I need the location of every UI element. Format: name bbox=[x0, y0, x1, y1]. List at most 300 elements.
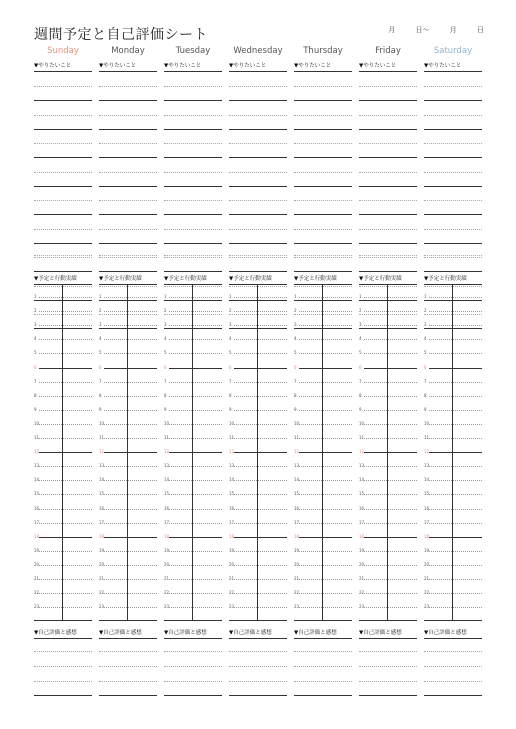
todo-dotted-line[interactable] bbox=[164, 314, 222, 315]
hour-slot-line[interactable] bbox=[234, 396, 287, 397]
hour-slot-line[interactable] bbox=[299, 537, 352, 538]
hour-slot-line[interactable] bbox=[169, 607, 222, 608]
hour-slot-line[interactable] bbox=[104, 368, 157, 369]
todo-line[interactable] bbox=[294, 214, 352, 215]
todo-dotted-line[interactable] bbox=[34, 200, 92, 201]
todo-line[interactable] bbox=[229, 214, 287, 215]
todo-dotted-line[interactable] bbox=[294, 172, 352, 173]
hour-slot-line[interactable] bbox=[39, 466, 92, 467]
todo-dotted-line[interactable] bbox=[99, 255, 157, 256]
hour-slot-line[interactable] bbox=[299, 509, 352, 510]
todo-line[interactable] bbox=[34, 271, 92, 272]
review-dotted-line[interactable] bbox=[34, 651, 92, 652]
todo-dotted-line[interactable] bbox=[294, 314, 352, 315]
hour-slot-line[interactable] bbox=[299, 466, 352, 467]
hour-slot-line[interactable] bbox=[39, 382, 92, 383]
todo-dotted-line[interactable] bbox=[34, 115, 92, 116]
todo-dotted-line[interactable] bbox=[359, 255, 417, 256]
hour-slot-line[interactable] bbox=[104, 494, 157, 495]
todo-line[interactable] bbox=[229, 157, 287, 158]
todo-dotted-line[interactable] bbox=[424, 229, 482, 230]
todo-dotted-line[interactable] bbox=[294, 200, 352, 201]
todo-dotted-line[interactable] bbox=[359, 172, 417, 173]
todo-line[interactable] bbox=[34, 186, 92, 187]
review-dotted-line[interactable] bbox=[164, 666, 222, 667]
todo-line[interactable] bbox=[359, 100, 417, 101]
hour-slot-line[interactable] bbox=[234, 579, 287, 580]
hour-slot-line[interactable] bbox=[104, 509, 157, 510]
todo-dotted-line[interactable] bbox=[229, 200, 287, 201]
todo-dotted-line[interactable] bbox=[229, 255, 287, 256]
review-line[interactable] bbox=[424, 695, 482, 696]
hour-slot-line[interactable] bbox=[429, 537, 482, 538]
todo-line[interactable] bbox=[99, 129, 157, 130]
hour-slot-line[interactable] bbox=[169, 297, 222, 298]
review-dotted-line[interactable] bbox=[359, 681, 417, 682]
hour-slot-line[interactable] bbox=[299, 410, 352, 411]
review-dotted-line[interactable] bbox=[424, 681, 482, 682]
review-dotted-line[interactable] bbox=[294, 651, 352, 652]
hour-slot-line[interactable] bbox=[39, 551, 92, 552]
hour-slot-line[interactable] bbox=[39, 509, 92, 510]
hour-slot-line[interactable] bbox=[169, 325, 222, 326]
hour-slot-line[interactable] bbox=[234, 297, 287, 298]
todo-dotted-line[interactable] bbox=[424, 257, 482, 258]
hour-slot-line[interactable] bbox=[39, 311, 92, 312]
hour-slot-line[interactable] bbox=[39, 607, 92, 608]
hour-slot-line[interactable] bbox=[429, 551, 482, 552]
review-dotted-line[interactable] bbox=[229, 666, 287, 667]
hour-slot-line[interactable] bbox=[169, 523, 222, 524]
todo-dotted-line[interactable] bbox=[99, 200, 157, 201]
review-dotted-line[interactable] bbox=[359, 651, 417, 652]
todo-dotted-line[interactable] bbox=[424, 172, 482, 173]
todo-dotted-line[interactable] bbox=[99, 143, 157, 144]
todo-dotted-line[interactable] bbox=[99, 172, 157, 173]
todo-dotted-line[interactable] bbox=[229, 86, 287, 87]
todo-line[interactable] bbox=[294, 328, 352, 329]
hour-slot-line[interactable] bbox=[299, 438, 352, 439]
hour-slot-line[interactable] bbox=[364, 565, 417, 566]
hour-slot-line[interactable] bbox=[429, 410, 482, 411]
review-dotted-line[interactable] bbox=[164, 651, 222, 652]
todo-line[interactable] bbox=[424, 271, 482, 272]
hour-slot-line[interactable] bbox=[429, 593, 482, 594]
hour-slot-line[interactable] bbox=[104, 466, 157, 467]
todo-dotted-line[interactable] bbox=[99, 257, 157, 258]
hour-slot-line[interactable] bbox=[364, 607, 417, 608]
todo-line[interactable] bbox=[34, 243, 92, 244]
todo-dotted-line[interactable] bbox=[359, 200, 417, 201]
hour-slot-line[interactable] bbox=[104, 396, 157, 397]
todo-line[interactable] bbox=[34, 328, 92, 329]
hour-slot-line[interactable] bbox=[39, 593, 92, 594]
todo-line[interactable] bbox=[229, 300, 287, 301]
todo-dotted-line[interactable] bbox=[424, 314, 482, 315]
review-dotted-line[interactable] bbox=[229, 651, 287, 652]
hour-slot-line[interactable] bbox=[364, 438, 417, 439]
hour-slot-line[interactable] bbox=[39, 579, 92, 580]
hour-slot-line[interactable] bbox=[364, 494, 417, 495]
hour-slot-line[interactable] bbox=[299, 325, 352, 326]
review-dotted-line[interactable] bbox=[99, 681, 157, 682]
todo-line[interactable] bbox=[359, 328, 417, 329]
todo-dotted-line[interactable] bbox=[359, 115, 417, 116]
hour-slot-line[interactable] bbox=[364, 424, 417, 425]
todo-line[interactable] bbox=[294, 243, 352, 244]
hour-slot-line[interactable] bbox=[234, 424, 287, 425]
hour-slot-line[interactable] bbox=[39, 339, 92, 340]
hour-slot-line[interactable] bbox=[364, 339, 417, 340]
hour-slot-line[interactable] bbox=[364, 551, 417, 552]
todo-line[interactable] bbox=[164, 214, 222, 215]
todo-dotted-line[interactable] bbox=[164, 143, 222, 144]
hour-slot-line[interactable] bbox=[364, 480, 417, 481]
hour-slot-line[interactable] bbox=[169, 509, 222, 510]
hour-slot-line[interactable] bbox=[169, 579, 222, 580]
hour-slot-line[interactable] bbox=[364, 523, 417, 524]
hour-slot-line[interactable] bbox=[169, 452, 222, 453]
hour-slot-line[interactable] bbox=[299, 396, 352, 397]
hour-slot-line[interactable] bbox=[234, 325, 287, 326]
hour-slot-line[interactable] bbox=[299, 353, 352, 354]
todo-dotted-line[interactable] bbox=[34, 229, 92, 230]
todo-line[interactable] bbox=[34, 100, 92, 101]
review-line[interactable] bbox=[164, 695, 222, 696]
review-dotted-line[interactable] bbox=[99, 666, 157, 667]
todo-dotted-line[interactable] bbox=[34, 143, 92, 144]
hour-slot-line[interactable] bbox=[169, 551, 222, 552]
hour-slot-line[interactable] bbox=[234, 523, 287, 524]
hour-slot-line[interactable] bbox=[234, 339, 287, 340]
todo-dotted-line[interactable] bbox=[294, 86, 352, 87]
todo-dotted-line[interactable] bbox=[34, 286, 92, 287]
review-line[interactable] bbox=[294, 695, 352, 696]
todo-line[interactable] bbox=[99, 271, 157, 272]
todo-line[interactable] bbox=[34, 214, 92, 215]
hour-slot-line[interactable] bbox=[299, 523, 352, 524]
hour-slot-line[interactable] bbox=[104, 537, 157, 538]
todo-line[interactable] bbox=[164, 157, 222, 158]
todo-line[interactable] bbox=[294, 129, 352, 130]
todo-dotted-line[interactable] bbox=[294, 255, 352, 256]
hour-slot-line[interactable] bbox=[104, 311, 157, 312]
todo-line[interactable] bbox=[359, 157, 417, 158]
hour-slot-line[interactable] bbox=[299, 607, 352, 608]
hour-slot-line[interactable] bbox=[429, 396, 482, 397]
hour-slot-line[interactable] bbox=[429, 353, 482, 354]
hour-slot-line[interactable] bbox=[169, 424, 222, 425]
hour-slot-line[interactable] bbox=[364, 466, 417, 467]
hour-slot-line[interactable] bbox=[39, 325, 92, 326]
todo-line[interactable] bbox=[359, 186, 417, 187]
review-dotted-line[interactable] bbox=[359, 666, 417, 667]
review-dotted-line[interactable] bbox=[424, 651, 482, 652]
todo-line[interactable] bbox=[424, 328, 482, 329]
hour-slot-line[interactable] bbox=[299, 452, 352, 453]
hour-slot-line[interactable] bbox=[169, 368, 222, 369]
hour-slot-line[interactable] bbox=[104, 551, 157, 552]
hour-slot-line[interactable] bbox=[104, 593, 157, 594]
hour-slot-line[interactable] bbox=[169, 396, 222, 397]
hour-slot-line[interactable] bbox=[104, 382, 157, 383]
hour-slot-line[interactable] bbox=[104, 297, 157, 298]
todo-line[interactable] bbox=[294, 157, 352, 158]
hour-slot-line[interactable] bbox=[169, 537, 222, 538]
todo-dotted-line[interactable] bbox=[229, 172, 287, 173]
todo-line[interactable] bbox=[99, 100, 157, 101]
todo-dotted-line[interactable] bbox=[99, 229, 157, 230]
hour-slot-line[interactable] bbox=[169, 593, 222, 594]
review-dotted-line[interactable] bbox=[229, 681, 287, 682]
todo-dotted-line[interactable] bbox=[424, 143, 482, 144]
hour-slot-line[interactable] bbox=[104, 339, 157, 340]
hour-slot-line[interactable] bbox=[364, 297, 417, 298]
todo-line[interactable] bbox=[164, 186, 222, 187]
hour-slot-line[interactable] bbox=[39, 368, 92, 369]
todo-dotted-line[interactable] bbox=[164, 229, 222, 230]
todo-dotted-line[interactable] bbox=[359, 143, 417, 144]
hour-slot-line[interactable] bbox=[429, 325, 482, 326]
hour-slot-line[interactable] bbox=[169, 480, 222, 481]
hour-slot-line[interactable] bbox=[104, 480, 157, 481]
review-line[interactable] bbox=[229, 695, 287, 696]
hour-slot-line[interactable] bbox=[104, 438, 157, 439]
todo-dotted-line[interactable] bbox=[99, 115, 157, 116]
todo-line[interactable] bbox=[229, 100, 287, 101]
todo-line[interactable] bbox=[294, 186, 352, 187]
hour-slot-line[interactable] bbox=[39, 480, 92, 481]
todo-dotted-line[interactable] bbox=[34, 172, 92, 173]
hour-slot-line[interactable] bbox=[104, 325, 157, 326]
hour-slot-line[interactable] bbox=[364, 382, 417, 383]
todo-dotted-line[interactable] bbox=[424, 255, 482, 256]
hour-slot-line[interactable] bbox=[364, 593, 417, 594]
todo-dotted-line[interactable] bbox=[359, 286, 417, 287]
hour-slot-line[interactable] bbox=[299, 311, 352, 312]
hour-slot-line[interactable] bbox=[234, 551, 287, 552]
hour-slot-line[interactable] bbox=[169, 353, 222, 354]
hour-slot-line[interactable] bbox=[169, 565, 222, 566]
hour-slot-line[interactable] bbox=[429, 452, 482, 453]
hour-slot-line[interactable] bbox=[169, 466, 222, 467]
todo-line[interactable] bbox=[99, 186, 157, 187]
todo-dotted-line[interactable] bbox=[164, 257, 222, 258]
hour-slot-line[interactable] bbox=[299, 593, 352, 594]
todo-line[interactable] bbox=[164, 243, 222, 244]
review-line[interactable] bbox=[359, 695, 417, 696]
hour-slot-line[interactable] bbox=[169, 494, 222, 495]
hour-slot-line[interactable] bbox=[234, 353, 287, 354]
hour-slot-line[interactable] bbox=[429, 466, 482, 467]
todo-dotted-line[interactable] bbox=[359, 257, 417, 258]
review-line[interactable] bbox=[99, 695, 157, 696]
todo-line[interactable] bbox=[424, 100, 482, 101]
hour-slot-line[interactable] bbox=[364, 311, 417, 312]
hour-slot-line[interactable] bbox=[429, 607, 482, 608]
todo-dotted-line[interactable] bbox=[229, 286, 287, 287]
hour-slot-line[interactable] bbox=[364, 325, 417, 326]
todo-line[interactable] bbox=[424, 300, 482, 301]
hour-slot-line[interactable] bbox=[234, 509, 287, 510]
hour-slot-line[interactable] bbox=[169, 339, 222, 340]
hour-slot-line[interactable] bbox=[39, 438, 92, 439]
hour-slot-line[interactable] bbox=[429, 509, 482, 510]
hour-slot-line[interactable] bbox=[364, 410, 417, 411]
todo-line[interactable] bbox=[34, 157, 92, 158]
todo-dotted-line[interactable] bbox=[229, 257, 287, 258]
hour-slot-line[interactable] bbox=[234, 410, 287, 411]
review-line[interactable] bbox=[34, 695, 92, 696]
todo-dotted-line[interactable] bbox=[229, 143, 287, 144]
hour-slot-line[interactable] bbox=[299, 494, 352, 495]
todo-line[interactable] bbox=[359, 214, 417, 215]
todo-dotted-line[interactable] bbox=[229, 314, 287, 315]
review-dotted-line[interactable] bbox=[34, 666, 92, 667]
hour-slot-line[interactable] bbox=[429, 579, 482, 580]
todo-line[interactable] bbox=[164, 300, 222, 301]
todo-dotted-line[interactable] bbox=[34, 86, 92, 87]
todo-dotted-line[interactable] bbox=[229, 229, 287, 230]
todo-dotted-line[interactable] bbox=[34, 255, 92, 256]
todo-dotted-line[interactable] bbox=[294, 115, 352, 116]
hour-slot-line[interactable] bbox=[234, 368, 287, 369]
todo-line[interactable] bbox=[164, 271, 222, 272]
hour-slot-line[interactable] bbox=[104, 579, 157, 580]
hour-slot-line[interactable] bbox=[104, 607, 157, 608]
hour-slot-line[interactable] bbox=[234, 565, 287, 566]
todo-dotted-line[interactable] bbox=[164, 86, 222, 87]
hour-slot-line[interactable] bbox=[104, 424, 157, 425]
hour-slot-line[interactable] bbox=[39, 297, 92, 298]
todo-line[interactable] bbox=[294, 100, 352, 101]
hour-slot-line[interactable] bbox=[364, 396, 417, 397]
todo-dotted-line[interactable] bbox=[424, 86, 482, 87]
todo-line[interactable] bbox=[229, 129, 287, 130]
todo-dotted-line[interactable] bbox=[99, 86, 157, 87]
hour-slot-line[interactable] bbox=[364, 537, 417, 538]
todo-dotted-line[interactable] bbox=[294, 286, 352, 287]
todo-line[interactable] bbox=[229, 186, 287, 187]
hour-slot-line[interactable] bbox=[39, 452, 92, 453]
todo-line[interactable] bbox=[99, 243, 157, 244]
todo-dotted-line[interactable] bbox=[424, 200, 482, 201]
hour-slot-line[interactable] bbox=[104, 452, 157, 453]
hour-slot-line[interactable] bbox=[39, 424, 92, 425]
hour-slot-line[interactable] bbox=[299, 480, 352, 481]
hour-slot-line[interactable] bbox=[364, 368, 417, 369]
todo-line[interactable] bbox=[359, 300, 417, 301]
hour-slot-line[interactable] bbox=[39, 494, 92, 495]
todo-dotted-line[interactable] bbox=[229, 115, 287, 116]
todo-line[interactable] bbox=[34, 300, 92, 301]
hour-slot-line[interactable] bbox=[299, 579, 352, 580]
todo-line[interactable] bbox=[229, 243, 287, 244]
hour-slot-line[interactable] bbox=[364, 579, 417, 580]
todo-line[interactable] bbox=[359, 129, 417, 130]
hour-slot-line[interactable] bbox=[429, 424, 482, 425]
hour-slot-line[interactable] bbox=[429, 523, 482, 524]
todo-line[interactable] bbox=[99, 214, 157, 215]
hour-slot-line[interactable] bbox=[39, 537, 92, 538]
hour-slot-line[interactable] bbox=[299, 368, 352, 369]
hour-slot-line[interactable] bbox=[299, 339, 352, 340]
todo-dotted-line[interactable] bbox=[164, 172, 222, 173]
todo-dotted-line[interactable] bbox=[99, 314, 157, 315]
hour-slot-line[interactable] bbox=[104, 410, 157, 411]
hour-slot-line[interactable] bbox=[429, 494, 482, 495]
hour-slot-line[interactable] bbox=[429, 297, 482, 298]
todo-line[interactable] bbox=[424, 243, 482, 244]
review-dotted-line[interactable] bbox=[34, 681, 92, 682]
todo-line[interactable] bbox=[424, 157, 482, 158]
todo-line[interactable] bbox=[164, 328, 222, 329]
todo-line[interactable] bbox=[34, 129, 92, 130]
todo-dotted-line[interactable] bbox=[294, 229, 352, 230]
todo-dotted-line[interactable] bbox=[294, 257, 352, 258]
todo-dotted-line[interactable] bbox=[164, 255, 222, 256]
todo-dotted-line[interactable] bbox=[99, 286, 157, 287]
review-dotted-line[interactable] bbox=[294, 681, 352, 682]
hour-slot-line[interactable] bbox=[429, 438, 482, 439]
todo-line[interactable] bbox=[164, 129, 222, 130]
todo-line[interactable] bbox=[359, 271, 417, 272]
hour-slot-line[interactable] bbox=[104, 523, 157, 524]
hour-slot-line[interactable] bbox=[234, 494, 287, 495]
hour-slot-line[interactable] bbox=[234, 466, 287, 467]
todo-dotted-line[interactable] bbox=[164, 115, 222, 116]
hour-slot-line[interactable] bbox=[299, 382, 352, 383]
hour-slot-line[interactable] bbox=[429, 311, 482, 312]
todo-line[interactable] bbox=[359, 243, 417, 244]
todo-line[interactable] bbox=[424, 214, 482, 215]
hour-slot-line[interactable] bbox=[429, 565, 482, 566]
hour-slot-line[interactable] bbox=[234, 452, 287, 453]
review-dotted-line[interactable] bbox=[99, 651, 157, 652]
todo-dotted-line[interactable] bbox=[359, 229, 417, 230]
hour-slot-line[interactable] bbox=[429, 368, 482, 369]
hour-slot-line[interactable] bbox=[364, 353, 417, 354]
todo-dotted-line[interactable] bbox=[359, 314, 417, 315]
hour-slot-line[interactable] bbox=[234, 607, 287, 608]
todo-line[interactable] bbox=[294, 300, 352, 301]
hour-slot-line[interactable] bbox=[169, 438, 222, 439]
todo-dotted-line[interactable] bbox=[424, 115, 482, 116]
hour-slot-line[interactable] bbox=[234, 480, 287, 481]
hour-slot-line[interactable] bbox=[39, 353, 92, 354]
hour-slot-line[interactable] bbox=[169, 382, 222, 383]
hour-slot-line[interactable] bbox=[234, 593, 287, 594]
hour-slot-line[interactable] bbox=[429, 382, 482, 383]
hour-slot-line[interactable] bbox=[39, 396, 92, 397]
todo-line[interactable] bbox=[229, 328, 287, 329]
hour-slot-line[interactable] bbox=[364, 509, 417, 510]
hour-slot-line[interactable] bbox=[299, 424, 352, 425]
review-dotted-line[interactable] bbox=[294, 666, 352, 667]
todo-line[interactable] bbox=[229, 271, 287, 272]
hour-slot-line[interactable] bbox=[169, 410, 222, 411]
todo-dotted-line[interactable] bbox=[424, 286, 482, 287]
todo-dotted-line[interactable] bbox=[359, 86, 417, 87]
todo-line[interactable] bbox=[99, 157, 157, 158]
todo-line[interactable] bbox=[424, 129, 482, 130]
hour-slot-line[interactable] bbox=[169, 311, 222, 312]
hour-slot-line[interactable] bbox=[39, 410, 92, 411]
todo-line[interactable] bbox=[99, 300, 157, 301]
hour-slot-line[interactable] bbox=[234, 438, 287, 439]
hour-slot-line[interactable] bbox=[429, 480, 482, 481]
hour-slot-line[interactable] bbox=[39, 523, 92, 524]
